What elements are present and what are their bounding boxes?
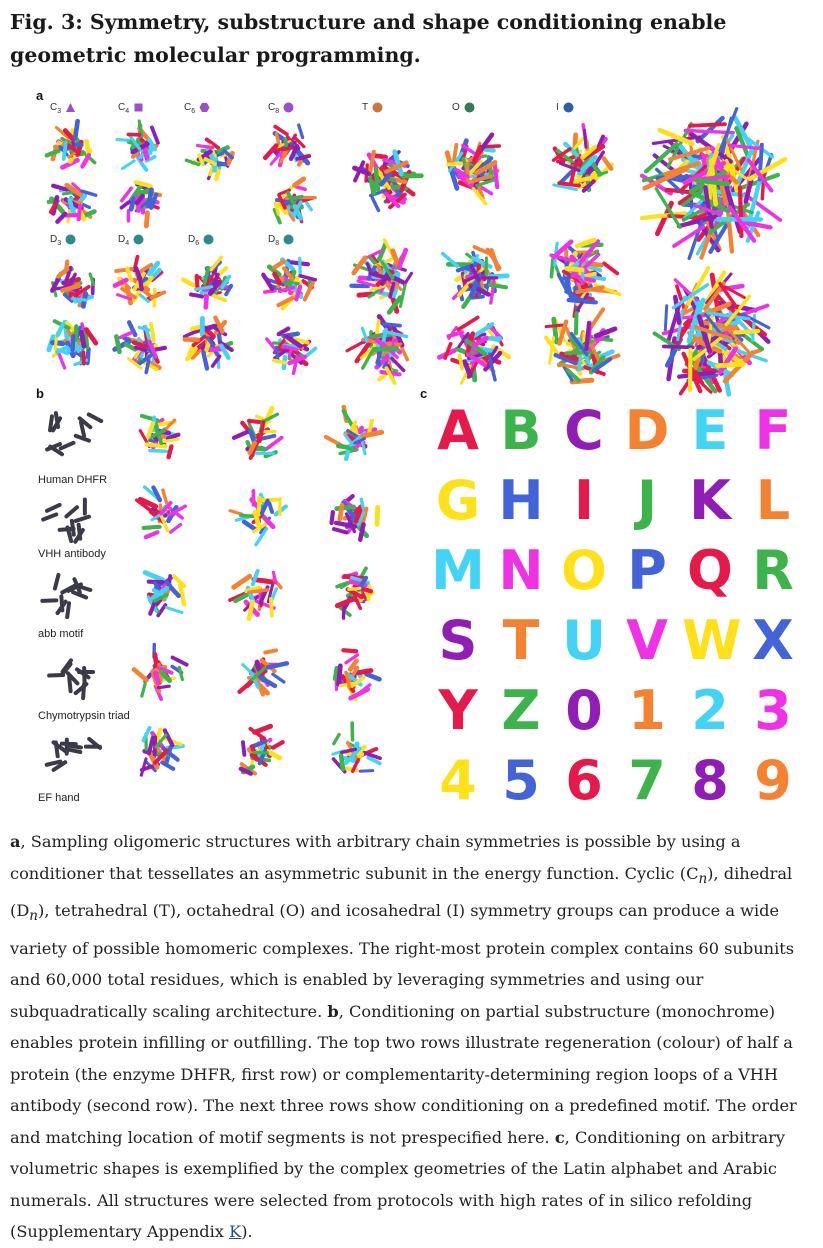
protein-structure xyxy=(439,317,509,383)
shape-glyph: G xyxy=(430,470,486,532)
protein-structure xyxy=(49,184,97,222)
caption-subscript-n: n xyxy=(29,908,38,924)
protein-structure xyxy=(326,407,382,459)
protein-structure xyxy=(140,416,178,458)
shape-glyph: E xyxy=(682,400,738,462)
shape-glyph: X xyxy=(745,610,801,672)
protein-structure xyxy=(331,496,377,539)
shape-glyph: L xyxy=(745,470,801,532)
panel-b-row-label: Human DHFR xyxy=(38,474,107,486)
protein-structure xyxy=(47,121,95,167)
symmetry-label: $C_6$ xyxy=(184,102,210,115)
caption-a-text-3: ), tetrahedral (T), octahedral (O) and icosahedral (I) symmetry groups can produce a wide variety of possible homomeric complexes. The right-most protein complex contains 60 subunits and 60,000 total residues, which is enabled by leveraging symmetries and using our subquadratically scaling architecture. xyxy=(10,901,794,1021)
shape-glyph: 7 xyxy=(619,750,675,812)
caption-b-label: b xyxy=(327,1002,338,1021)
protein-structure xyxy=(49,321,96,368)
shape-glyph: 0 xyxy=(556,680,612,742)
protein-structure xyxy=(186,139,232,179)
shape-glyph: F xyxy=(745,400,801,462)
shape-glyph: 1 xyxy=(619,680,675,742)
symmetry-label: T xyxy=(362,102,383,113)
shape-glyph: I xyxy=(556,470,612,532)
panel-b-row-label: EF hand xyxy=(38,792,80,804)
symmetry-label: $C_3$ xyxy=(50,102,76,115)
shape-glyph: 9 xyxy=(745,750,801,812)
protein-structure xyxy=(234,408,282,458)
protein-structure xyxy=(141,728,183,776)
protein-structure xyxy=(546,309,619,381)
protein-structure xyxy=(355,152,422,211)
shape-glyph: P xyxy=(619,540,675,602)
shape-glyph: J xyxy=(619,470,675,532)
shape-glyph: 3 xyxy=(745,680,801,742)
protein-structure xyxy=(42,575,90,617)
shape-glyph: R xyxy=(745,540,801,602)
panel-b-row-label: abb motif xyxy=(38,628,83,640)
oligomer-structures-illustration xyxy=(0,103,823,403)
shape-glyph: W xyxy=(682,610,738,672)
shape-glyph: B xyxy=(493,400,549,462)
panel-b-row-label: VHH antibody xyxy=(38,548,106,560)
protein-structure xyxy=(553,125,612,191)
shape-glyph: M xyxy=(430,540,486,602)
shape-glyph: K xyxy=(682,470,738,532)
caption-b-text: , Conditioning on partial substructure (monochrome) enables protein infilling or outfilling. The top two rows illustrate regeneration (colour) of half a protein (the enzyme DHFR, first row) or complementarity-determining region loops of a VHH antibody (second row). The next three rows show conditioning on a predefined motif. The order and matching location of motif segments is not prespecified here. xyxy=(10,1002,797,1147)
shape-glyph: Y xyxy=(430,680,486,742)
panel-b-row-label: Chymotrypsin triad xyxy=(38,710,130,722)
protein-structure xyxy=(351,240,411,312)
shape-glyph: 8 xyxy=(682,750,738,812)
symmetry-label: $D_3$ xyxy=(50,234,76,247)
protein-structure xyxy=(115,257,164,306)
protein-structure xyxy=(122,182,161,226)
symmetry-label: O xyxy=(452,102,475,113)
protein-structure xyxy=(335,650,381,700)
shape-glyph: C xyxy=(556,400,612,462)
protein-structure xyxy=(43,499,89,541)
protein-structure xyxy=(275,179,316,223)
protein-structure xyxy=(47,413,101,454)
caption-a-text: , Sampling oligomeric structures with arbitrary chain symmetries is possible by using a conditioner that tessellates an asymmetric subunit in the energy function. Cyclic (C xyxy=(10,832,741,883)
protein-structure xyxy=(447,135,499,204)
protein-structure xyxy=(52,262,94,307)
panel-a-label: a xyxy=(36,88,43,103)
protein-structure xyxy=(115,322,165,372)
caption-subscript-n: n xyxy=(698,871,707,887)
symmetry-label: $C_8$ xyxy=(268,102,294,115)
protein-structure xyxy=(49,660,93,698)
protein-structure xyxy=(642,109,785,259)
figure-caption xyxy=(10,826,816,1248)
protein-structure xyxy=(655,268,769,394)
shape-glyph: Q xyxy=(682,540,738,602)
protein-structure xyxy=(230,571,281,619)
protein-structure xyxy=(267,329,316,374)
shape-glyph: 4 xyxy=(430,750,486,812)
protein-structure xyxy=(337,568,373,619)
shape-glyph: 2 xyxy=(682,680,738,742)
protein-structure xyxy=(347,317,407,384)
caption-end-text: ). xyxy=(241,1222,252,1241)
protein-structure xyxy=(137,487,186,537)
protein-structure xyxy=(239,650,287,694)
shape-glyph: 5 xyxy=(493,750,549,812)
panel-b-label: b xyxy=(36,386,44,401)
substructure-illustration xyxy=(0,393,400,813)
symmetry-label: I xyxy=(556,102,574,113)
protein-structure xyxy=(263,258,315,308)
protein-structure xyxy=(333,723,380,772)
shape-glyph: N xyxy=(493,540,549,602)
caption-a-text-2: ), dihedral (D xyxy=(10,864,792,921)
protein-structure xyxy=(145,573,185,616)
shape-glyph: H xyxy=(493,470,549,532)
shape-glyph: A xyxy=(430,400,486,462)
figure-title: Fig. 3: Symmetry, substructure and shape conditioning enable geometric molecular programming. xyxy=(10,6,815,72)
supplementary-appendix-link[interactable]: K xyxy=(229,1222,241,1241)
caption-c-text: , Conditioning on arbitrary volumetric shapes is exemplified by the complex geometries of the Latin alphabet and Arabic numerals. All structures were selected from protocols with high rates of in silico refolding (Supplementary Appendix xyxy=(10,1128,785,1242)
symmetry-label: $D_6$ xyxy=(188,234,214,247)
shape-glyph: D xyxy=(619,400,675,462)
protein-structure xyxy=(230,491,286,545)
shape-glyph: T xyxy=(493,610,549,672)
protein-structure xyxy=(47,739,100,770)
protein-structure xyxy=(134,645,187,701)
symmetry-label: $C_4$ xyxy=(118,102,144,115)
protein-structure xyxy=(265,125,309,166)
protein-structure xyxy=(117,121,158,170)
shape-glyph: V xyxy=(619,610,675,672)
panel-c-label: c xyxy=(420,386,427,401)
protein-structure xyxy=(185,318,233,369)
protein-structure xyxy=(443,247,508,307)
shape-glyph: O xyxy=(556,540,612,602)
protein-structure xyxy=(241,726,283,773)
caption-c-label: c xyxy=(555,1128,565,1147)
symmetry-label: $D_8$ xyxy=(268,234,294,247)
shape-glyph: U xyxy=(556,610,612,672)
shape-glyph: Z xyxy=(493,680,549,742)
figure-image xyxy=(0,88,823,815)
symmetry-label: $D_4$ xyxy=(118,234,144,247)
protein-structure xyxy=(183,257,231,308)
protein-structure xyxy=(551,240,620,316)
shape-glyph: S xyxy=(430,610,486,672)
caption-a-label: a xyxy=(10,832,21,851)
shape-glyph: 6 xyxy=(556,750,612,812)
